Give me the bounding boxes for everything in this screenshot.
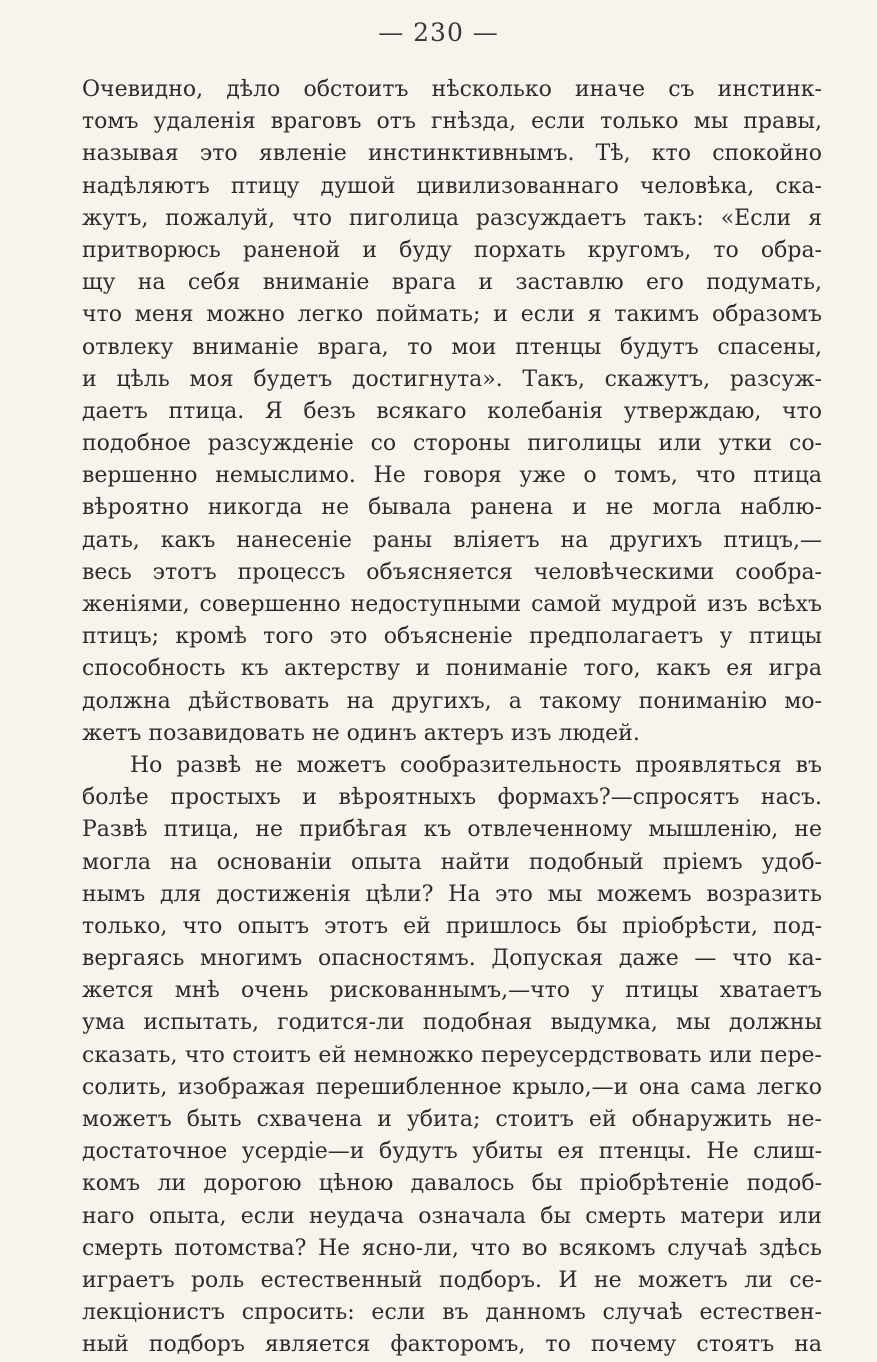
text-line: вершенно немыслимо. Не говоря уже о томъ, что птица — [82, 463, 822, 489]
text-line: подобное разсужденіе со стороны пиголицы или утки со- — [82, 431, 822, 457]
text-line: можетъ быть схвачена и убита; стоитъ ей обнаружить не- — [82, 1107, 822, 1132]
text-line: что меня можно легко поймать; и если я такимъ образомъ — [82, 302, 822, 328]
text-line: называя это явленіе инстинктивнымъ. Тѣ, кто спокойно — [82, 141, 822, 167]
text-line: дать, какъ нанесеніе раны вліяетъ на другихъ птицъ,— — [82, 527, 822, 553]
text-line-paragraph-start: Но развѣ не можетъ сообразительность проявляться въ — [130, 752, 822, 778]
page-number: — 230 — — [378, 18, 499, 47]
text-line: весь этотъ процессъ объясняется человѣческими сообра- — [82, 559, 822, 585]
text-line: нымъ для достиженія цѣли? На это мы можемъ возразить — [82, 881, 822, 907]
text-line: наго опыта, если неудача означала бы смерть матери или — [82, 1203, 822, 1229]
text-line: сказать, что стоитъ ей немножко переусердствовать или пере- — [82, 1042, 822, 1068]
text-line: вергаясь многимъ опасностямъ. Допуская даже — что ка- — [82, 946, 822, 972]
text-line: ный подборъ является факторомъ, то почему стоятъ на — [82, 1332, 822, 1358]
text-line: ума испытать, годится-ли подобная выдумка, мы должны — [82, 1010, 822, 1036]
text-line: щу на себя вниманіе врага и заставлю его подумать, — [82, 270, 822, 296]
text-line: лекціонистъ спросить: если въ данномъ случаѣ естествен- — [82, 1300, 822, 1326]
text-line: Развѣ птица, не прибѣгая къ отвлеченному мышленію, не — [82, 817, 822, 843]
text-line: Очевидно, дѣло обстоитъ нѣсколько иначе съ инстинк- — [82, 77, 822, 102]
text-line: только, что опытъ этотъ ей пришлось бы пріобрѣсти, под- — [82, 913, 822, 939]
text-line: могла на основаніи опыта найти подобный пріемъ удоб- — [82, 849, 822, 875]
text-line: достаточное усердіе—и будутъ убиты ея птенцы. Не слиш- — [82, 1139, 822, 1165]
text-line-paragraph-end: жетъ позавидовать не одинъ актеръ изъ людей. — [82, 720, 640, 746]
text-line: способность къ актерству и пониманіе того, какъ ея игра — [82, 656, 822, 682]
body-text — [82, 74, 822, 1362]
text-line: птицъ; кромѣ того это объясненіе предполагаетъ у птицы — [82, 624, 822, 650]
text-line: жется мнѣ очень рискованнымъ,—что у птицы хватаетъ — [82, 978, 822, 1004]
text-line: солить, изображая перешибленное крыло,—и она сама легко — [82, 1074, 822, 1100]
text-line: жутъ, пожалуй, что пиголица разсуждаетъ такъ: «Если я — [82, 205, 822, 231]
text-line: надѣляютъ птицу душой цивилизованнаго человѣка, ска- — [82, 173, 822, 199]
text-line: комъ ли дорогою цѣною давалось бы пріобрѣтеніе подоб- — [82, 1171, 822, 1197]
text-line: женіями, совершенно недоступными самой мудрой изъ всѣхъ — [82, 592, 822, 617]
text-line: томъ удаленія враговъ отъ гнѣзда, если только мы правы, — [82, 109, 822, 135]
text-line: даетъ птица. Я безъ всякаго колебанія утверждаю, что — [82, 398, 822, 424]
text-line: притворюсь раненой и буду порхать кругомъ, то обра- — [82, 237, 822, 263]
text-line: отвлеку вниманіе врага, то мои птенцы будутъ спасены, — [82, 334, 822, 360]
text-line: вѣроятно никогда не бывала ранена и не могла наблю- — [82, 495, 822, 521]
text-line: болѣе простыхъ и вѣроятныхъ формахъ?—спросятъ насъ. — [82, 785, 822, 811]
text-line: и цѣль моя будетъ достигнута». Такъ, скажутъ, разсуж- — [82, 366, 822, 392]
text-line: смерть потомства? Не ясно-ли, что во всякомъ случаѣ здѣсь — [82, 1235, 822, 1261]
text-line: играетъ роль естественный подборъ. И не можетъ ли се- — [82, 1267, 822, 1293]
text-line: должна дѣйствовать на другихъ, а такому пониманію мо- — [82, 688, 822, 714]
